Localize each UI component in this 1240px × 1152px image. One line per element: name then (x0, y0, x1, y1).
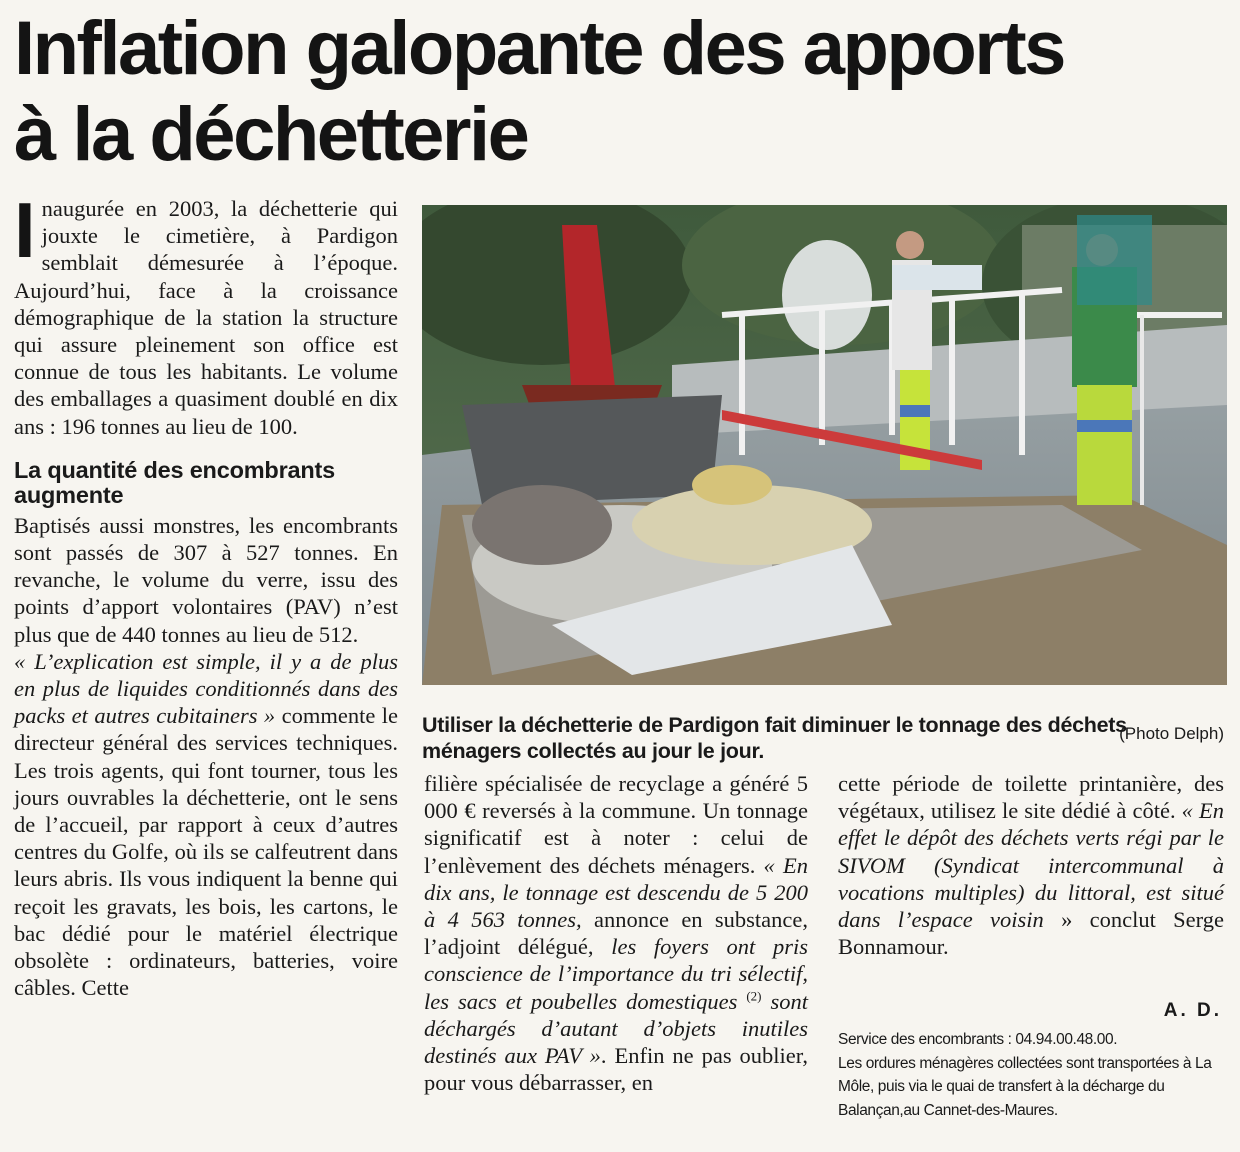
note-transport: Les ordures ménagères collectées sont transportées à La Môle, puis via le quai de transfert à la décharge du Balançan,au Cannet-des-Maures. (838, 1054, 1212, 1119)
column-2-text (424, 770, 808, 1096)
drop-cap: I (14, 186, 36, 274)
headline-line-2: à la déchetterie (14, 92, 528, 177)
headline (14, 6, 1224, 178)
col2-text-1: filière spécialisée de recyclage a généré 5 000 € reversés à la commune. Un tonnage significatif est à noter : celui de l’enlèvement des déchets ménagers. (424, 771, 808, 878)
col2-text-3: . Enfin ne pas oublier, pour vous débarrasser, en (424, 1043, 808, 1096)
info-notes (838, 1028, 1230, 1122)
footnote-ref: (2) (746, 988, 762, 1004)
column-3-text (838, 770, 1224, 960)
photo-caption: Utiliser la déchetterie de Pardigon fait diminuer le tonnage des déchets ménagers collectés au jour le jour. (422, 712, 1127, 763)
col2-quote-2: les foyers ont pris conscience de l’importance du tri sélectif, les sacs et poubelles domestiques (424, 934, 809, 1014)
author-signature: A. D. (1163, 1000, 1222, 1021)
paragraph-quote (14, 648, 398, 1002)
note-phone: Service des encombrants : 04.94.00.48.00. (838, 1031, 1118, 1048)
photo-illustration (422, 205, 1227, 685)
article-column-2 (424, 770, 808, 1096)
quote-followup: commente le directeur général des services techniques. Les trois agents, qui font tourner, tous les jours ouvrables la déchetterie, ont le sens de l’accueil, par rapport à ceux d’autres centres du Golfe, où ils se calfeutrent dans leurs abris. Ils vous indiquent la benne qui reçoit les gravats, les bois, les cartons, le bac dédié pour le matériel électrique obsolète : ordinateurs, batteries, voire câbles. Cette (14, 703, 398, 1001)
headline-line-1: Inflation galopante des apports (14, 6, 1064, 91)
article-photo (422, 205, 1227, 685)
paragraph-encombrants: Baptisés aussi monstres, les encombrants sont passés de 307 à 527 tonnes. En revanche, le volume du verre, issu des points d’apport volontaires (PAV) n’est plus que de 440 tonnes au lieu de 512. (14, 512, 398, 647)
article-column-1 (14, 186, 398, 1001)
col2-quote-1: « En dix ans, le tonnage est descendu de 5 200 à 4 563 tonnes, (424, 852, 808, 933)
subheading: La quantité des encombrants augmente (14, 456, 336, 508)
col3-quote: « En effet le dépôt des déchets verts régi par le SIVOM (Syndicat intercommunal à vocations multiples) du littoral, est situé dans l’espace voisin (838, 798, 1224, 933)
quote-text: « L’explication est simple, il y a de plus en plus de liquides conditionnés dans des packs et autres cubitainers » (14, 648, 398, 729)
col2-text-2: annonce en substance, l’adjoint délégué, (424, 907, 809, 960)
intro-paragraph (14, 186, 398, 440)
photo-credit: (Photo Delph) (1119, 724, 1224, 743)
col3-text-2: » conclut Serge Bonnamour. (838, 907, 1224, 960)
col3-text-1: cette période de toilette printanière, des végétaux, utilisez le site dédié à côté. (838, 771, 1224, 824)
article-column-3 (838, 770, 1224, 960)
intro-text: naugurée en 2003, la déchetterie qui jouxte le cimetière, à Pardigon semblait démesurée à l’époque. Aujourd’hui, face à la croissance démographique de la station la structure qui assure pleinement son office est connue de tous les habitants. Le volume des emballages a quasiment doublé en dix ans : 196 tonnes au lieu de 100. (14, 196, 398, 439)
col2-quote-3: sont déchargés d’autant d’objets inutiles destinés aux PAV » (424, 988, 808, 1069)
